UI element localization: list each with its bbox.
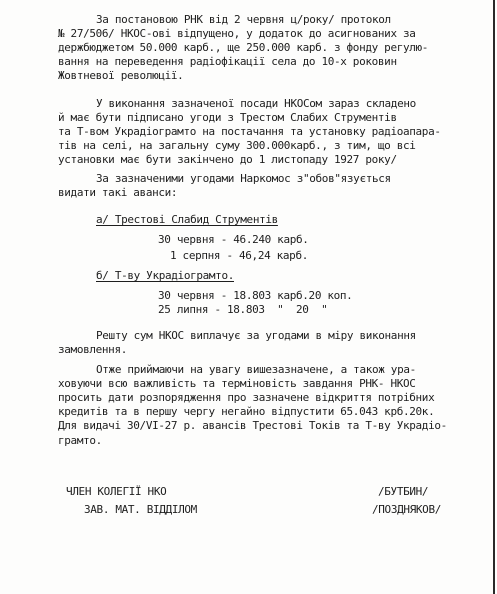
- p2-line-2: й має бути підписано угоди з Трестом Слабих Струментів: [58, 111, 397, 124]
- advance-a-row-2: 1 серпня - 46,24 карб.: [170, 249, 308, 262]
- signature-title-2: ЗАВ. МАТ. ВІДДІЛОМ: [84, 503, 197, 516]
- p1-line-2: № 27/506/ НКОС-ові відпущено, у додаток до асигнованих за: [58, 27, 416, 40]
- advance-b-label: б/ Т-ву Украдіогрaмто.: [96, 269, 234, 282]
- p4-line-2: замовлення.: [58, 343, 127, 356]
- advance-b-row-2: 25 липня - 18.803 " 20 ": [158, 303, 328, 316]
- p5-line-4: кредитів та в першу чергу негайно відпустити 65.043 крб.20к.: [58, 405, 435, 418]
- p5-line-3: просить дати розпорядження про зазначене відкриття потрібних: [58, 391, 435, 404]
- p5-line-5: Для видачі 30/VI-27 р. авансів Трестові Токів та Т-ву Украдіо-: [58, 419, 447, 432]
- p5-line-1: Отже приймаючи на увагу вишезазначене, а також ура-: [96, 363, 416, 376]
- p2-line-4: тів на селі, на загальну суму 300.000карб., з тим, що всі: [58, 139, 416, 152]
- signature-name-1: /БУТБИН/: [378, 485, 429, 498]
- p5-line-6: грaмто.: [58, 434, 102, 447]
- advance-a-label: а/ Трестові Слабид Струментів: [96, 213, 278, 226]
- p3-line-1: За зазначеними угодами Наркомос з"обов"язується: [96, 172, 391, 185]
- p2-line-3: та Т-вом Украдіогрaмто на постачання та установку радіоапара-: [58, 125, 441, 138]
- p1-line-1: За постановою РНК від 2 червня ц/року/ протокол: [96, 13, 391, 26]
- p3-line-2: видати такі аванси:: [58, 186, 178, 199]
- p2-line-1: У виконання зазначеної посади НКОСом зараз складено: [96, 97, 416, 110]
- signature-name-2: /ПОЗДНЯКОВ/: [372, 503, 441, 516]
- advance-a-row-1: 30 червня - 46.240 карб.: [158, 233, 309, 246]
- advance-b-row-1: 30 червня - 18.803 карб.20 коп.: [158, 289, 353, 302]
- p1-line-5: Жовтневої революції.: [58, 69, 184, 82]
- p1-line-3: держбюджетом 50.000 карб., ще 250.000 карб. з фонду регулю-: [58, 41, 429, 54]
- signature-title-1: ЧЛЕН КОЛЕГІЇ НКО: [66, 485, 167, 498]
- p4-line-1: Решту сум НКОС виплачує за угодами в міру виконання: [96, 329, 416, 342]
- p2-line-5: установки має бути закінчено до 1 листопаду 1927 року/: [58, 153, 397, 166]
- p1-line-4: вання на переведення радіофікації села до 10-х роковин: [58, 55, 397, 68]
- p5-line-2: ховуючи всю важливість та терміновість завдання РНК- НКОС: [58, 377, 416, 390]
